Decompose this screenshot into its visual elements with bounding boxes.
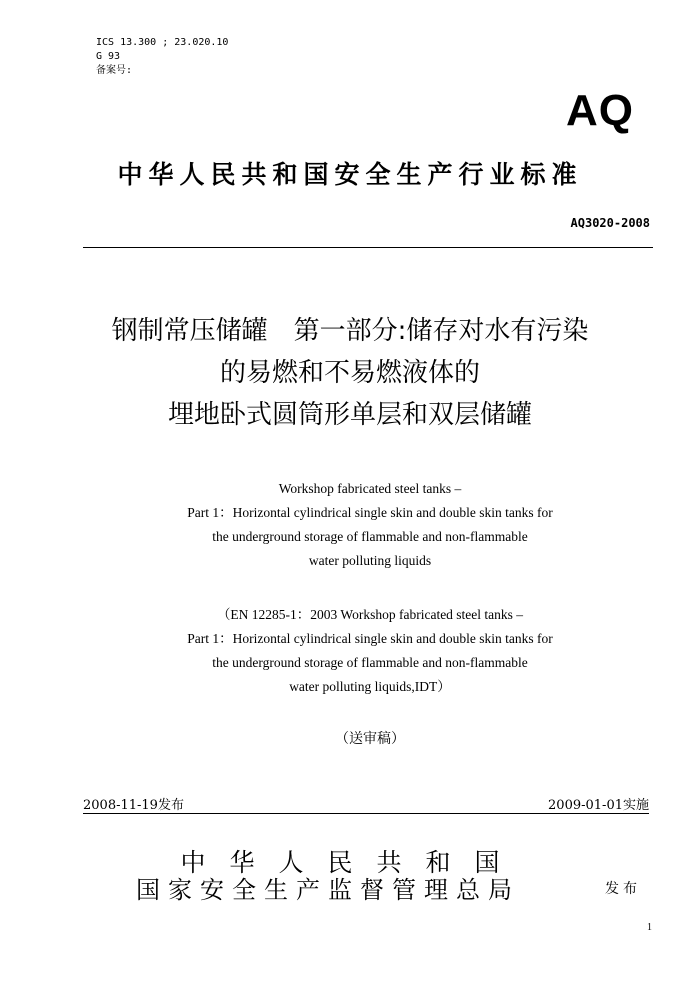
standard-code: AQ3020-2008 xyxy=(570,216,650,230)
document-title-en xyxy=(0,477,700,573)
equivalent-line-4: water polluting liquids,IDT） xyxy=(289,679,451,694)
equivalent-line-3: the underground storage of flammable and non-flammable xyxy=(212,655,528,670)
title-cn-line-3: 埋地卧式圆筒形单层和双层储罐 xyxy=(167,400,532,430)
title-en-line-3: the underground storage of flammable and non-flammable xyxy=(212,529,528,544)
date-line xyxy=(83,794,649,814)
aq-logo: AQ xyxy=(566,86,634,135)
effective-date: 2009-01-01实施 xyxy=(548,798,649,813)
record-number: 备案号: xyxy=(96,65,133,76)
header-divider xyxy=(83,247,653,248)
title-cn-line-1: 钢制常压储罐 第一部分:储存对水有污染 xyxy=(111,316,589,346)
issuer-agency: 国家安全生产监督管理总局 xyxy=(136,876,520,904)
title-en-line-2: Part 1：Horizontal cylindrical single skin and double skin tanks for xyxy=(187,505,553,520)
issuer-country: 中华人民共和国 xyxy=(180,848,524,877)
title-en-line-1: Workshop fabricated steel tanks – xyxy=(278,481,462,496)
standard-metadata xyxy=(96,36,228,78)
title-cn-line-2: 的易燃和不易燃液体的 xyxy=(219,358,480,388)
equivalent-standard xyxy=(0,603,700,699)
classification-code: G 93 xyxy=(96,51,121,62)
equivalent-line-1: （EN 12285-1：2003 Workshop fabricated steel tanks – xyxy=(216,607,524,622)
standard-type-title: 中华人民共和国安全生产行业标准 xyxy=(117,160,583,189)
equivalent-line-2: Part 1：Horizontal cylindrical single skin and double skin tanks for xyxy=(187,631,553,646)
issue-date: 2008-11-19发布 xyxy=(83,798,184,813)
ics-code: ICS 13.300 ; 23.020.10 xyxy=(96,37,229,48)
publish-label: 发布 xyxy=(605,881,641,897)
title-en-line-4: water polluting liquids xyxy=(308,553,432,568)
page-number: 1 xyxy=(647,922,652,933)
document-title-cn xyxy=(0,310,700,436)
draft-note: （送审稿） xyxy=(335,731,405,747)
